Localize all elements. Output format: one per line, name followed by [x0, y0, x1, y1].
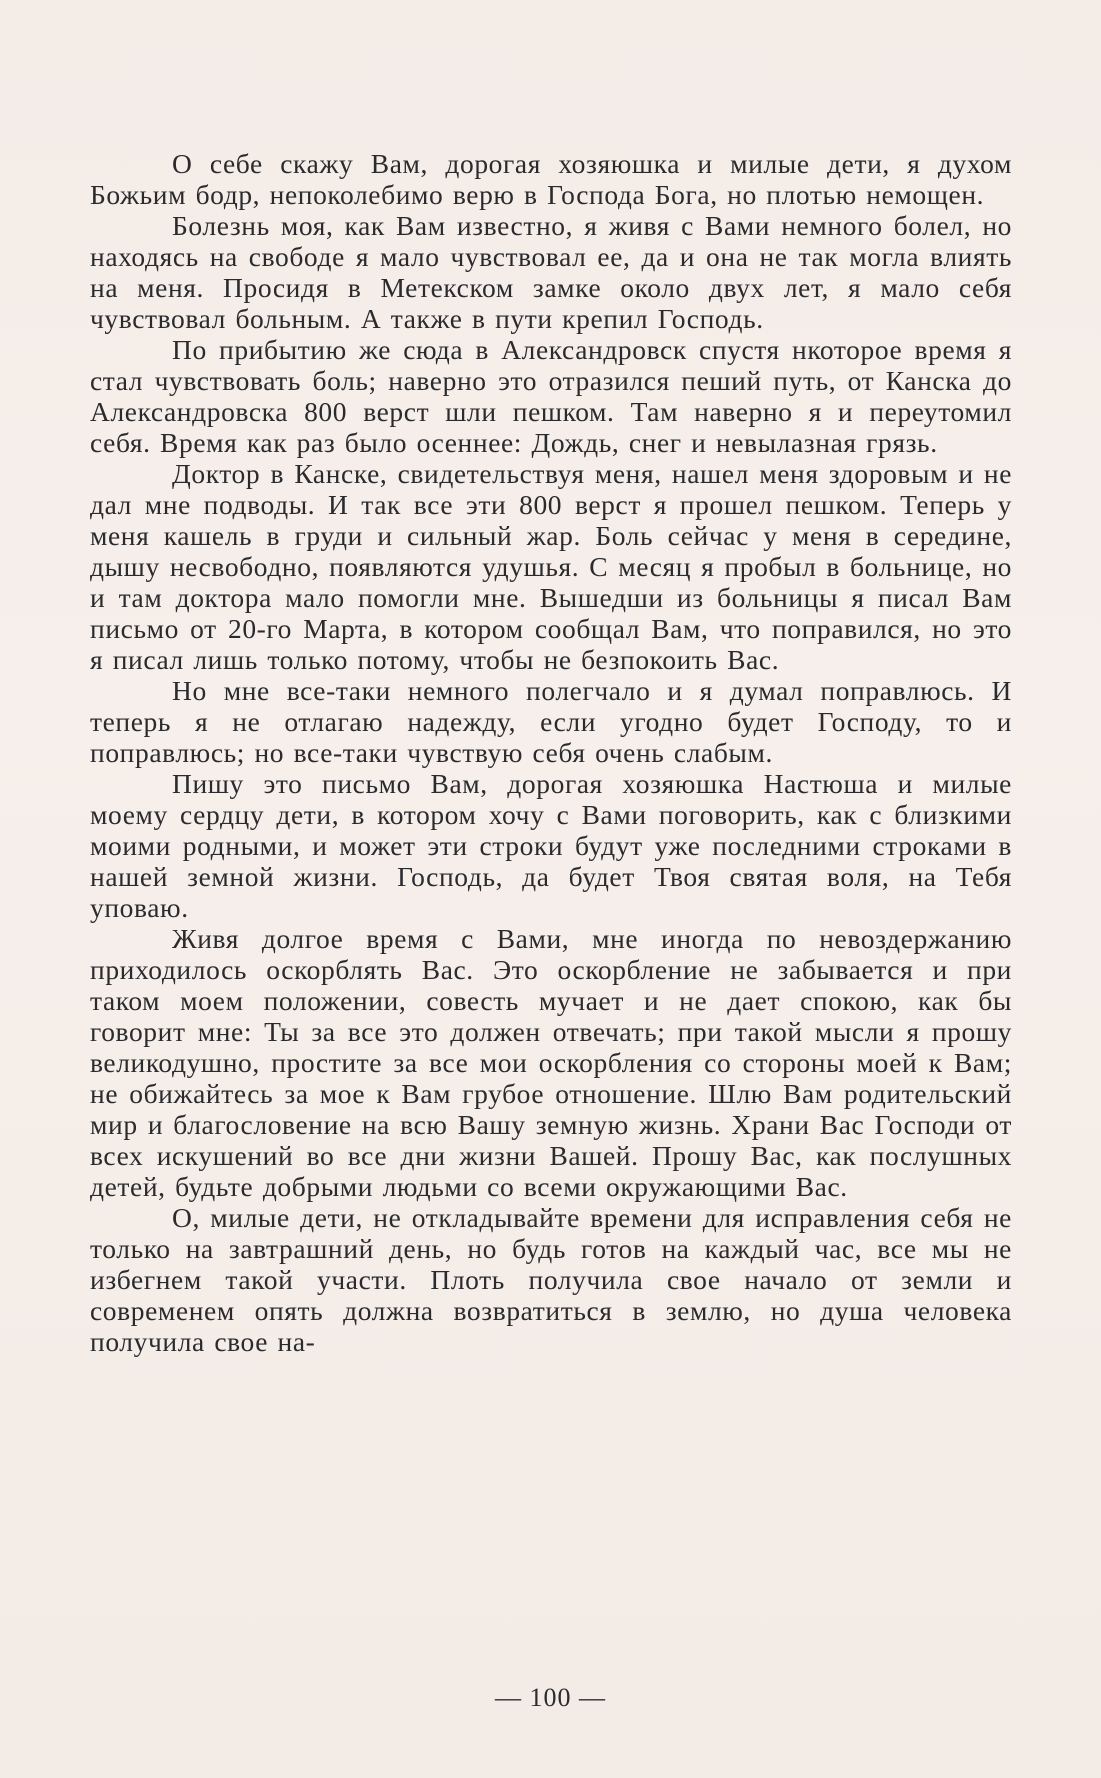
paragraph-6: Пишу это письмо Вам, дорогая хозяюшка Настюша и милые моему сердцу дети, в котором хочу с Вами поговорить, как с близкими моими родными, и может эти строки будут уже последними строками в нашей земной жизни. Господь, да будет Твоя святая воля, на Тебя уповаю. [90, 768, 1012, 923]
paragraph-8: О, милые дети, не откладывайте времени для исправления себя не только на завтрашний день, но будь готов на каждый час, все мы не избегнем такой участи. Плоть получила свое начало от земли и современем опять должна возвратиться в землю, но душа человека получила свое на- [90, 1202, 1012, 1357]
paragraph-1: О себе скажу Вам, дорогая хозяюшка и милые дети, я духом Божьим бодр, непоколебимо верю в Господа Бога, но плотью немощен. [90, 148, 1012, 210]
text-body [90, 148, 1012, 1357]
page-number: — 100 — [495, 1683, 606, 1712]
paragraph-4: Доктор в Канске, свидетельствуя меня, нашел меня здоровым и не дал мне подводы. И так все эти 800 верст я прошел пешком. Теперь у меня кашель в груди и сильный жар. Боль сейчас у меня в середине, дышу несвободно, появляются удушья. С месяц я пробыл в больнице, но и там доктора мало помогли мне. Вышедши из больницы я писал Вам письмо от 20-го Марта, в котором сообщал Вам, что поправился, но это я писал лишь только потому, чтобы не безпокоить Вас. [90, 458, 1012, 675]
paragraph-7: Живя долгое время с Вами, мне иногда по невоздержанию приходилось оскорблять Вас. Это оскорбление не забывается и при таком моем положении, совесть мучает и не дает спокою, как бы говорит мне: Ты за все это должен отвечать; при такой мысли я прошу великодушно, простите за все мои оскорбления со стороны моей к Вам; не обижайтесь за мое к Вам грубое отношение. Шлю Вам родительский мир и благословение на всю Вашу земную жизнь. Храни Вас Господи от всех искушений во все дни жизни Вашей. Прошу Вас, как послушных детей, будьте добрыми людьми со всеми окружающими Вас. [90, 923, 1012, 1202]
paragraph-5: Но мне все-таки немного полегчало и я думал поправлюсь. И теперь я не отлагаю надежду, если угодно будет Господу, то и поправлюсь; но все-таки чувствую себя очень слабым. [90, 675, 1012, 768]
paragraph-3: По прибытию же сюда в Александровск спустя нкоторое время я стал чувствовать боль; наверно это отразился пеший путь, от Канска до Александровска 800 верст шли пешком. Там наверно я и переутомил себя. Время как раз было осеннее: Дождь, снег и невылазная грязь. [90, 334, 1012, 458]
paragraph-2: Болезнь моя, как Вам известно, я живя с Вами немного болел, но находясь на свободе я мало чувствовал ее, да и она не так могла влиять на меня. Просидя в Метекском замке около двух лет, я мало себя чувствовал больным. А также в пути крепил Господь. [90, 210, 1012, 334]
